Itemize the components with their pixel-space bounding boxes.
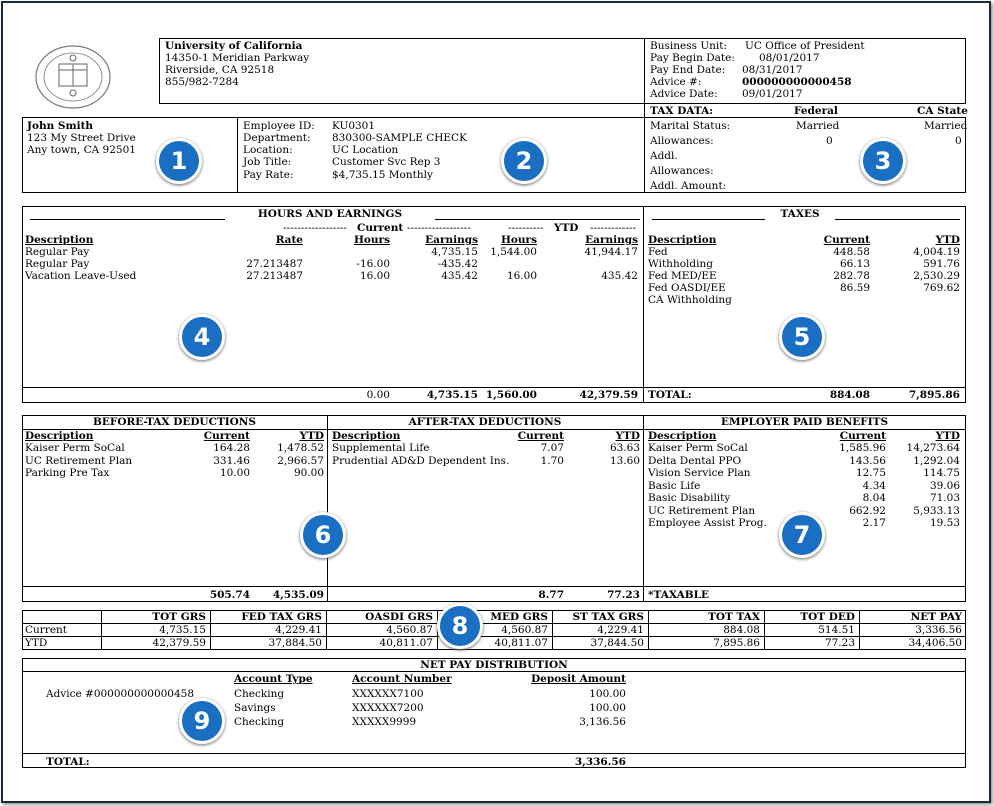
before-tax-row-current: 10.00	[219, 467, 250, 479]
earnings-row-desc: Regular Pay	[25, 246, 90, 258]
tax-row-current: 66.13	[839, 258, 870, 270]
job-title-label: Job Title:	[243, 156, 292, 168]
earnings-row-ytd-hours: 16.00	[506, 270, 537, 282]
callout-badge-3: 3	[860, 138, 906, 184]
after-tax-row-current: 1.70	[540, 454, 564, 467]
before-tax-row-desc: UC Retirement Plan	[25, 454, 133, 467]
before-tax-desc-header: Description	[25, 430, 94, 442]
after-tax-row-desc: Prudential AD&D Dependent Ins.	[332, 454, 510, 467]
net-pay-type-header: Account Type	[234, 673, 313, 685]
before-tax-row-desc: Parking Pre Tax	[25, 467, 110, 479]
net-pay-total-label: TOTAL:	[46, 756, 90, 768]
benefits-row-ytd: 39.06	[929, 479, 960, 492]
tax-state-header: CA State	[917, 105, 968, 117]
summary-cell: 514.51	[818, 624, 855, 636]
summary-header: OASDI GRS	[365, 611, 433, 623]
summary-cell: 40,811.07	[494, 637, 548, 649]
callout-badge-5: 5	[779, 314, 825, 360]
earnings-total-hours: 0.00	[366, 389, 390, 401]
earnings-row-rate: 27.213487	[246, 270, 303, 282]
earnings-earnings-header: Earnings	[425, 234, 478, 246]
tax-row-desc: Fed OASDI/EE	[648, 282, 726, 294]
summary-header: FED TAX GRS	[241, 611, 322, 623]
benefits-current-header: Current	[839, 430, 886, 442]
summary-cell: 4,560.87	[386, 624, 433, 636]
before-tax-row-ytd: 90.00	[293, 467, 324, 479]
pay-end-date: 08/31/2017	[742, 64, 803, 76]
taxes-total-ytd: 7,895.86	[908, 389, 960, 401]
after-tax-row-desc: Supplemental Life	[332, 442, 430, 454]
earnings-title: HOURS AND EARNINGS	[225, 208, 435, 220]
employee-id: KU0301	[332, 120, 376, 132]
department-label: Department:	[243, 132, 311, 144]
summary-cell: 3,336.56	[915, 624, 962, 636]
callout-badge-1: 1	[156, 138, 202, 184]
benefits-row-current: 1,585.96	[839, 442, 886, 454]
pay-begin-label: Pay Begin Date:	[650, 52, 735, 64]
before-tax-title: BEFORE-TAX DEDUCTIONS	[93, 416, 256, 428]
earnings-ytd-hours-header: Hours	[500, 234, 537, 246]
summary-header: ST TAX GRS	[572, 611, 644, 623]
earnings-total-ytd-hours: 1,560.00	[485, 389, 537, 401]
benefits-row-desc: Vision Service Plan	[648, 467, 751, 479]
employee-street: 123 My Street Drive	[27, 132, 136, 144]
after-tax-row-current: 7.07	[540, 442, 564, 454]
allowances-state: 0	[955, 135, 962, 147]
summary-cell: 7,895.86	[713, 637, 760, 649]
current-dash-right: ------------------	[407, 222, 471, 234]
summary-cell: 4,229.41	[597, 624, 644, 636]
callout-badge-4: 4	[179, 314, 225, 360]
after-tax-ytd-header: YTD	[615, 430, 640, 442]
ytd-dash-right: -------------	[590, 222, 637, 234]
summary-cell: 77.23	[824, 637, 855, 649]
tax-row-desc: Fed MED/EE	[648, 270, 717, 282]
tax-row-current: 448.58	[833, 246, 870, 258]
callout-badge-9: 9	[179, 698, 225, 744]
business-unit: UC Office of President	[745, 40, 865, 52]
after-tax-desc-header: Description	[332, 430, 401, 442]
earnings-rate-header: Rate	[275, 234, 303, 246]
pay-end-label: Pay End Date:	[650, 64, 726, 76]
callout-badge-8: 8	[437, 603, 483, 649]
summary-header: TOT TAX	[708, 611, 760, 623]
marital-federal: Married	[796, 120, 840, 132]
earnings-row-ytd-earnings: 41,944.17	[584, 246, 638, 258]
summary-cell: 34,406.50	[908, 637, 962, 649]
benefits-row-desc: Delta Dental PPO	[648, 454, 742, 467]
employer-phone: 855/982-7284	[165, 76, 239, 88]
tax-row-current: 282.78	[833, 270, 870, 282]
taxes-title: TAXES	[765, 208, 835, 220]
before-tax-row-desc: Kaiser Perm SoCal	[25, 442, 125, 454]
earnings-row-rate: 27.213487	[246, 258, 303, 270]
tax-row-ytd: 2,530.29	[913, 270, 960, 282]
benefits-row-current: 143.56	[849, 454, 886, 467]
current-group-header: Current	[357, 222, 404, 234]
benefits-desc-header: Description	[648, 430, 717, 442]
before-tax-row-current: 164.28	[213, 442, 250, 454]
benefits-row-ytd: 14,273.64	[906, 442, 960, 454]
benefits-row-current: 2.17	[862, 517, 886, 529]
net-pay-row-amount: 3,136.56	[579, 716, 626, 728]
before-tax-row-ytd: 1,478.52	[277, 442, 324, 454]
before-tax-current-header: Current	[203, 430, 250, 442]
tax-row-ytd: 591.76	[923, 258, 960, 270]
taxable-note: *TAXABLE	[648, 589, 710, 601]
summary-row-label: YTD	[25, 637, 48, 649]
summary-cell: 40,811.07	[379, 637, 433, 649]
tax-data-header: TAX DATA:	[650, 105, 714, 117]
benefits-row-ytd: 19.53	[929, 517, 960, 529]
before-tax-ytd-header: YTD	[299, 430, 324, 442]
ytd-group-header: YTD	[554, 222, 579, 234]
net-pay-amount-header: Deposit Amount	[531, 673, 626, 685]
before-tax-total-current: 505.74	[209, 589, 250, 601]
earnings-ytd-earnings-header: Earnings	[585, 234, 638, 246]
benefits-row-current: 8.04	[862, 492, 886, 504]
employee-city: Any town, CA 92501	[27, 144, 136, 156]
advice-date: 09/01/2017	[742, 88, 803, 100]
earnings-row-earnings: 435.42	[441, 270, 478, 282]
employer-address1: 14350-1 Meridian Parkway	[165, 52, 310, 64]
net-pay-box	[22, 658, 966, 768]
after-tax-total-current: 8.77	[538, 589, 564, 601]
addl-label: Addl.	[650, 150, 678, 162]
earnings-row-ytd-earnings: 435.42	[601, 270, 638, 282]
employee-name: John Smith	[27, 120, 94, 132]
advice-date-label: Advice Date:	[650, 88, 718, 100]
department: 830300-SAMPLE CHECK	[332, 132, 467, 144]
taxes-current-header: Current	[823, 234, 870, 246]
before-tax-row-ytd: 2,966.57	[277, 454, 324, 467]
summary-cell: 4,229.41	[275, 624, 322, 636]
net-pay-advice: Advice #000000000000458	[46, 688, 195, 700]
allowances-federal: 0	[826, 135, 833, 147]
summary-cell: 42,379.59	[152, 637, 206, 649]
summary-cell: 4,735.15	[159, 624, 206, 636]
employer-benefits-title: EMPLOYER PAID BENEFITS	[720, 416, 889, 428]
benefits-row-current: 12.75	[855, 467, 886, 479]
benefits-ytd-header: YTD	[935, 430, 960, 442]
benefits-row-ytd: 5,933.13	[913, 504, 960, 517]
after-tax-total-ytd: 77.23	[607, 589, 640, 601]
net-pay-row-amount: 100.00	[589, 702, 626, 714]
location-label: Location:	[243, 144, 293, 156]
pay-begin-date: 08/01/2017	[759, 52, 820, 64]
benefits-row-desc: Basic Disability	[648, 492, 731, 504]
net-pay-row-type: Checking	[234, 716, 285, 728]
net-pay-number-header: Account Number	[352, 673, 452, 685]
benefits-row-desc: Kaiser Perm SoCal	[648, 442, 748, 454]
summary-cell: 4,560.87	[501, 624, 548, 636]
earnings-hours-header: Hours	[353, 234, 390, 246]
after-tax-row-ytd: 13.60	[609, 454, 640, 467]
pay-rate: $4,735.15 Monthly	[332, 169, 433, 181]
current-dash-left: ------------------	[283, 222, 347, 234]
tax-row-desc: Withholding	[648, 258, 713, 270]
benefits-row-desc: Employee Assist Prog.	[648, 517, 767, 529]
addl-allowances-label: Allowances:	[650, 165, 714, 177]
employee-id-label: Employee ID:	[243, 120, 315, 132]
benefits-row-desc: UC Retirement Plan	[648, 504, 756, 517]
earnings-total-ytd-earnings: 42,379.59	[579, 389, 638, 401]
summary-header: NET PAY	[910, 611, 962, 623]
benefits-row-desc: Basic Life	[648, 479, 701, 492]
summary-row-label: Current	[25, 624, 68, 636]
marital-state: Married	[924, 120, 968, 132]
net-pay-row-number: XXXXXX7200	[352, 702, 424, 714]
after-tax-current-header: Current	[517, 430, 564, 442]
university-seal-icon	[34, 44, 112, 110]
earnings-row-earnings: 4,735.15	[431, 246, 478, 258]
net-pay-row-type: Savings	[234, 702, 276, 714]
callout-badge-6: 6	[300, 512, 346, 558]
taxes-total-current: 884.08	[829, 389, 870, 401]
business-unit-label: Business Unit:	[650, 40, 728, 52]
taxes-desc-header: Description	[648, 234, 717, 246]
advice-number: 000000000000458	[742, 76, 852, 88]
tax-row-ytd: 769.62	[923, 282, 960, 294]
benefits-row-current: 4.34	[862, 479, 886, 492]
earnings-row-desc: Vacation Leave-Used	[25, 270, 137, 282]
before-tax-total-ytd: 4,535.09	[272, 589, 324, 601]
allowances-label: Allowances:	[650, 135, 714, 147]
summary-cell: 884.08	[723, 624, 760, 636]
benefits-row-ytd: 71.03	[929, 492, 960, 504]
earnings-row-hours: 16.00	[359, 270, 390, 282]
summary-cell: 37,884.50	[268, 637, 322, 649]
advice-label: Advice #:	[650, 76, 702, 88]
location: UC Location	[332, 144, 399, 156]
employer-address2: Riverside, CA 92518	[165, 64, 275, 76]
summary-header: TOT GRS	[152, 611, 206, 623]
after-tax-title: AFTER-TAX DEDUCTIONS	[408, 416, 562, 428]
taxes-total-label: TOTAL:	[648, 389, 692, 401]
marital-label: Marital Status:	[650, 120, 731, 132]
summary-cell: 37,844.50	[590, 637, 644, 649]
benefits-row-ytd: 1,292.04	[913, 454, 960, 467]
tax-row-desc: CA Withholding	[648, 294, 732, 306]
earnings-row-hours: -16.00	[356, 258, 390, 270]
callout-badge-2: 2	[501, 138, 547, 184]
net-pay-total: 3,336.56	[574, 756, 626, 768]
summary-header: TOT DED	[800, 611, 855, 623]
net-pay-row-amount: 100.00	[589, 688, 626, 700]
callout-badge-7: 7	[779, 512, 825, 558]
net-pay-title: NET PAY DISTRIBUTION	[420, 659, 568, 671]
taxes-ytd-header: YTD	[935, 234, 960, 246]
earnings-row-ytd-hours: 1,544.00	[490, 246, 537, 258]
tax-row-desc: Fed	[648, 246, 668, 258]
employer-name: University of California	[165, 40, 303, 52]
net-pay-row-number: XXXXXX7100	[352, 688, 424, 700]
before-tax-row-current: 331.46	[213, 454, 250, 467]
earnings-desc-header: Description	[25, 234, 94, 246]
earnings-total-earnings: 4,735.15	[426, 389, 478, 401]
tax-row-current: 86.59	[839, 282, 870, 294]
earnings-row-desc: Regular Pay	[25, 258, 90, 270]
addl-amount-label: Addl. Amount:	[650, 180, 727, 192]
net-pay-row-number: XXXXX9999	[352, 716, 417, 728]
after-tax-row-ytd: 63.63	[609, 442, 640, 454]
benefits-row-current: 662.92	[849, 504, 886, 517]
summary-header: MED GRS	[490, 611, 548, 623]
net-pay-row-type: Checking	[234, 688, 285, 700]
pay-rate-label: Pay Rate:	[243, 169, 294, 181]
earnings-row-earnings: -435.42	[437, 258, 478, 270]
tax-row-ytd: 4,004.19	[913, 246, 960, 258]
ytd-dash-left: ----------	[508, 222, 544, 234]
job-title: Customer Svc Rep 3	[332, 156, 441, 168]
benefits-row-ytd: 114.75	[923, 467, 960, 479]
tax-federal-header: Federal	[794, 105, 838, 117]
